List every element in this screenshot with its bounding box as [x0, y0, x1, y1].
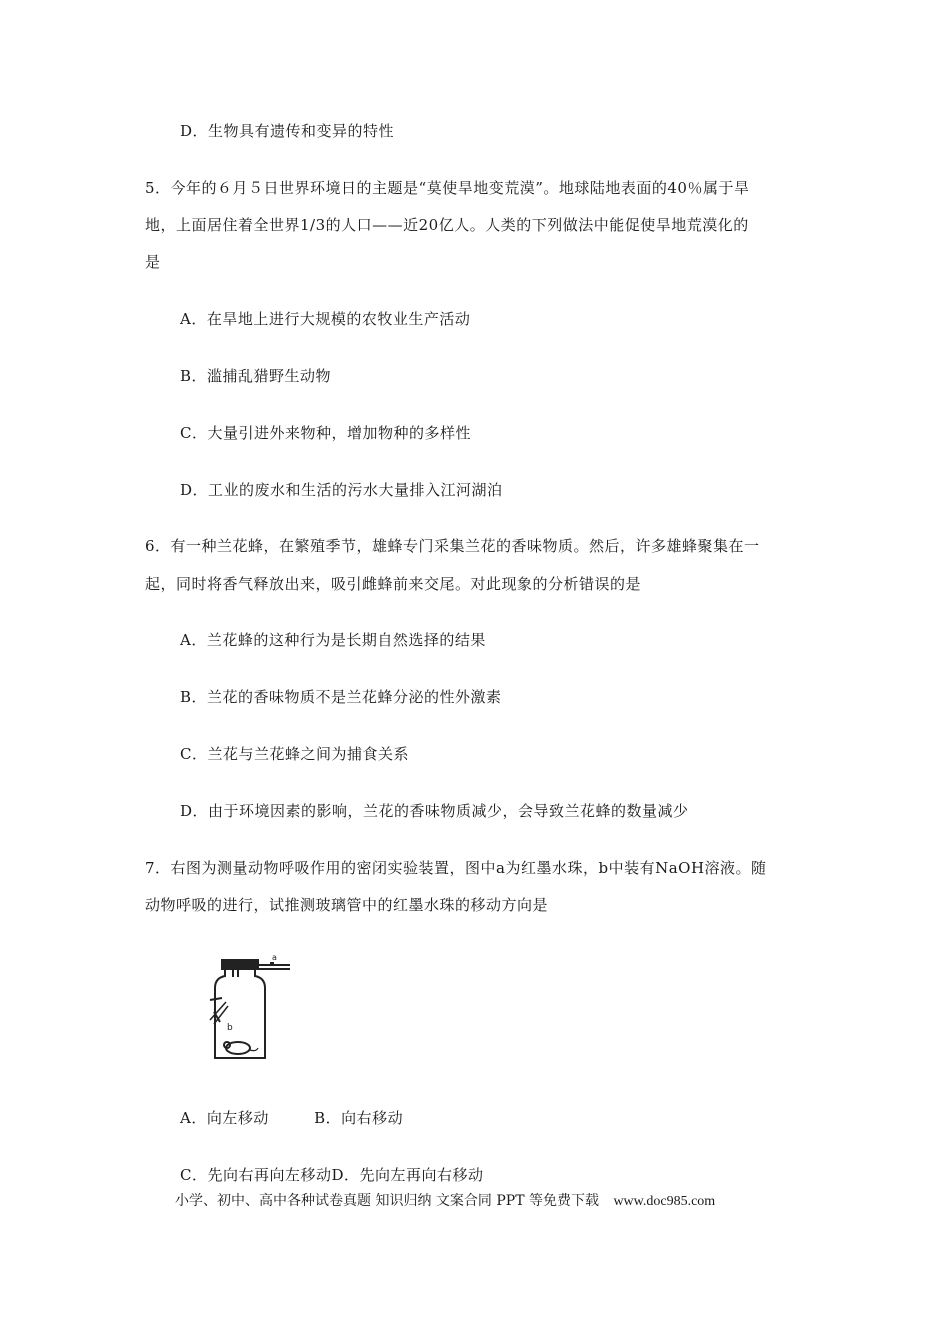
- page-footer: [175, 1190, 715, 1210]
- q5-option-c: C．大量引进外来物种，增加物种的多样性: [180, 424, 471, 442]
- footer-url[interactable]: www.doc985.com: [613, 1194, 716, 1209]
- figure-label-b: b: [227, 1023, 233, 1033]
- q7-option-b: B．向右移动: [314, 1109, 404, 1127]
- q6-stem-line-2: 起，同时将香气释放出来，吸引雌蜂前来交尾。对此现象的分析错误的是: [145, 575, 642, 593]
- q7-stem-line-2: 动物呼吸的进行，试推测玻璃管中的红墨水珠的移动方向是: [145, 896, 549, 914]
- q6-option-c: C．兰花与兰花蜂之间为捕食关系: [180, 745, 409, 763]
- q5-stem-line-1: 5．今年的６月５日世界环境日的主题是“莫使旱地变荒漠”。地球陆地表面的40％属于旱: [145, 179, 750, 197]
- q7-options-ab: [180, 1107, 403, 1128]
- q6-stem-line-1: 6．有一种兰花蜂，在繁殖季节，雄蜂专门采集兰花的香味物质。然后，许多雄蜂聚集在一: [145, 537, 760, 555]
- figure-label-a: a: [272, 953, 277, 962]
- respiration-apparatus-figure: [200, 950, 300, 1065]
- footer-text: 小学、初中、高中各种试卷真题 知识归纳 文案合同 PPT 等免费下载: [175, 1193, 599, 1209]
- q5-stem-line-3: 是: [145, 253, 161, 271]
- q7-option-cd: C．先向右再向左移动D．先向左再向右移动: [180, 1166, 484, 1184]
- q5-option-b: B．滥捕乱猎野生动物: [180, 367, 332, 385]
- q5-option-d: D．工业的废水和生活的污水大量排入江河湖泊: [180, 481, 503, 499]
- q6-option-b: B．兰花的香味物质不是兰花蜂分泌的性外激素: [180, 688, 502, 706]
- q6-option-a: A．兰花蜂的这种行为是长期自然选择的结果: [180, 631, 486, 649]
- q7-option-a: A．向左移动: [180, 1109, 269, 1127]
- q4-option-d: D．生物具有遗传和变异的特性: [180, 122, 395, 140]
- q7-stem-line-1: 7．右图为测量动物呼吸作用的密闭实验装置，图中a为红墨水珠，b中装有NaOH溶液。随: [145, 859, 767, 877]
- q5-option-a: A．在旱地上进行大规模的农牧业生产活动: [180, 310, 471, 328]
- q5-stem-line-2: 地，上面居住着全世界1/3的人口——近20亿人。人类的下列做法中能促使旱地荒漠化的: [145, 216, 749, 234]
- q6-option-d: D．由于环境因素的影响，兰花的香味物质减少，会导致兰花蜂的数量减少: [180, 802, 689, 820]
